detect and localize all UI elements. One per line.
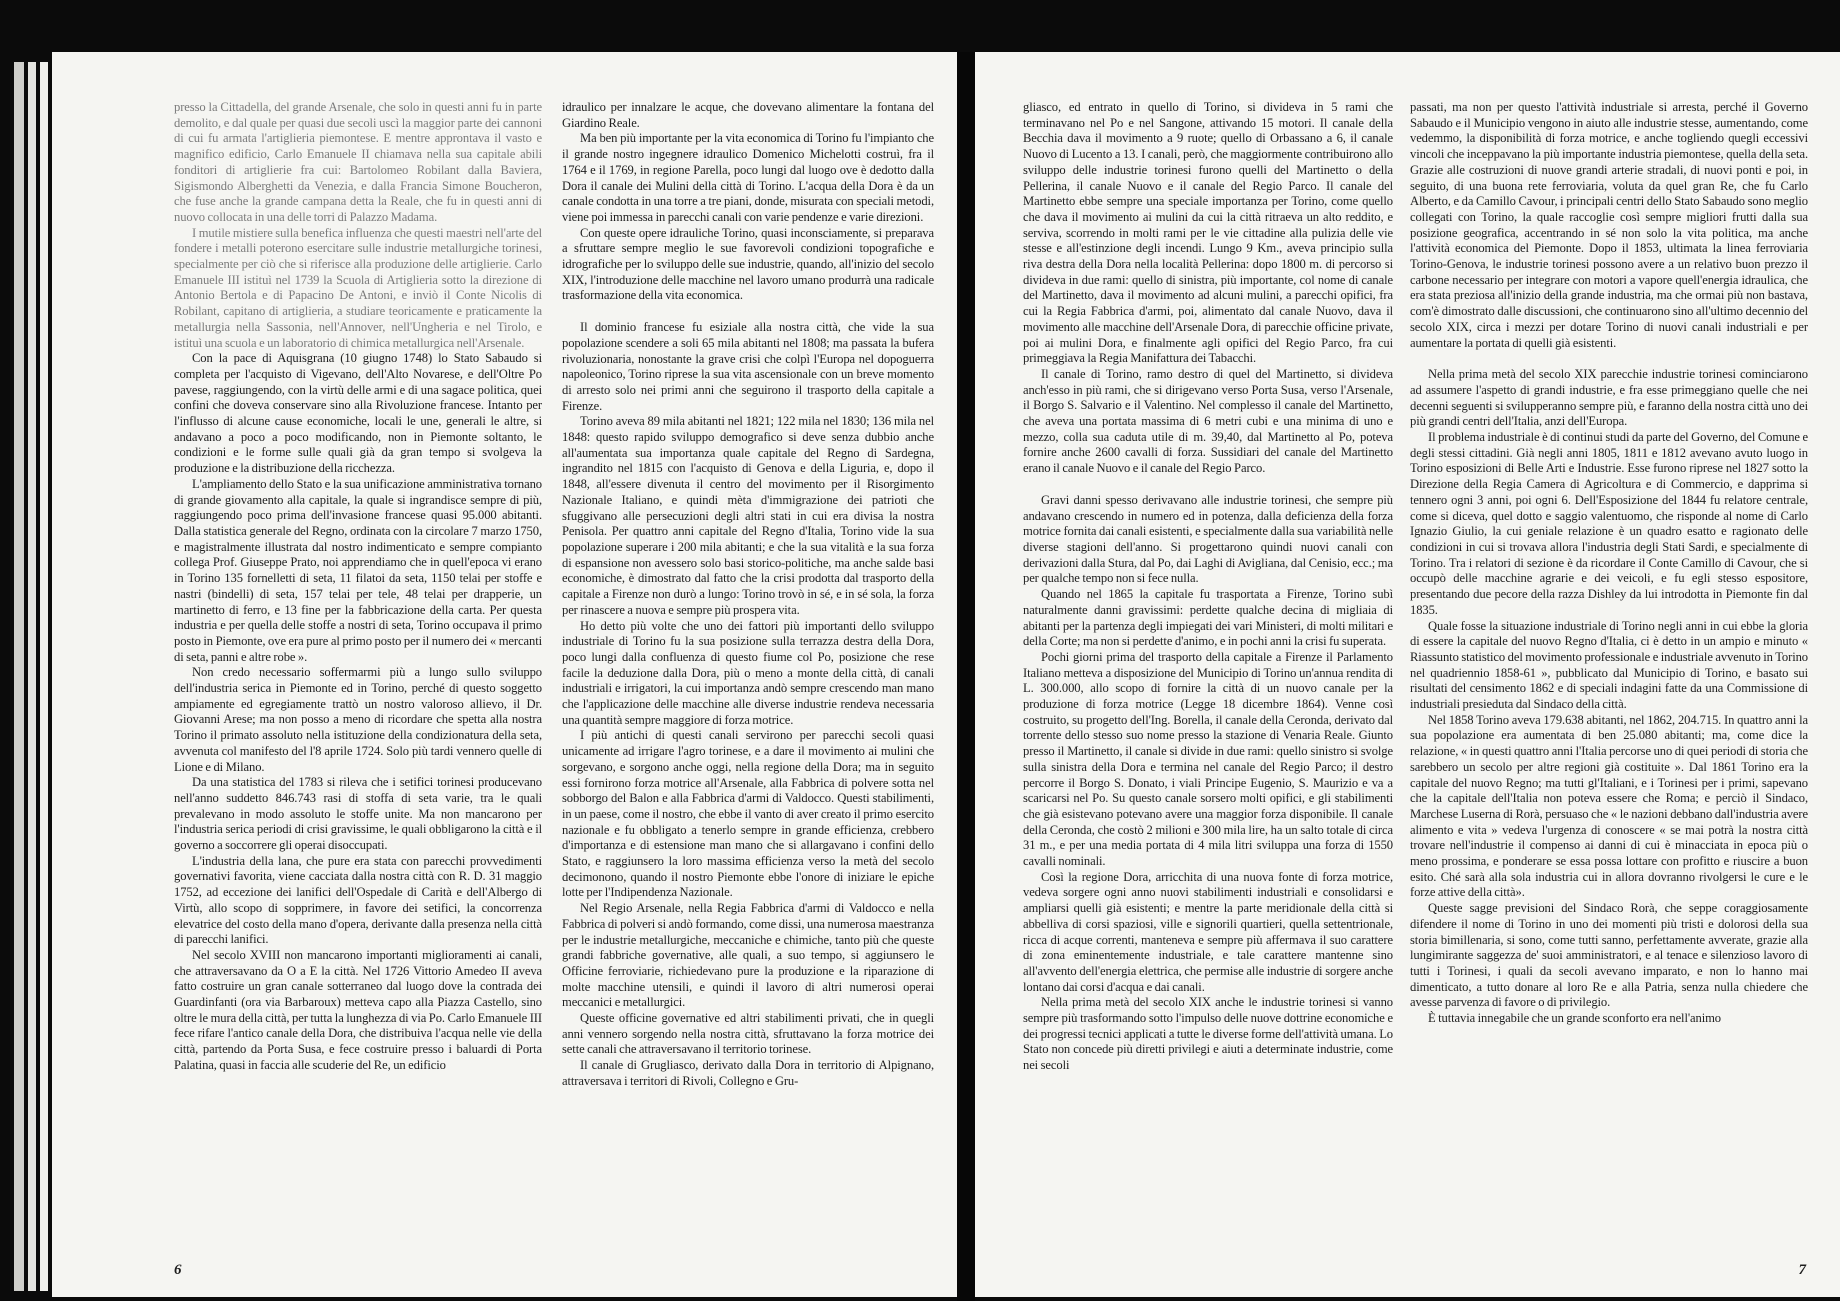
right-page — [975, 52, 1840, 1297]
paragraph: Queste sagge previsioni del Sindaco Rorà, che seppe coraggiosamente difendere il nome di Torino in uno dei momenti più tristi e dolorosi della sua storia bimillenaria, si sono, come tutti sanno, perfettamente avverate, grazie alla lungimirante saggezza de' suoi amministratori, e al tenace e silenzioso lavoro di tutti i Torinesi, i quali da secoli avevano imparato, e non lo hanno mai dimenticato, a tutto donare al loro Re e alla Patria, senza nulla chiedere che avesse parvenza di favore o di privilegio. — [1410, 901, 1808, 1010]
paragraph: Così la regione Dora, arricchita di una nuova fonte di forza motrice, vedeva sorgere ogni anno nuovi stabilimenti industriali e consolidarsi e ampliarsi quelli già esistenti; e mentre la parte meridionale della città si abbelliva di corsi spaziosi, ville e signorili quartieri, quella settentrionale, ricca di acque correnti, manteneva e sempre più affermava il suo carattere di zona eminentemente industriale, e tale carattere mantenne sino all'avvento dell'energia elettrica, che permise alle industrie di sorgere anche lontano dai corsi d'acqua e dai canali. — [1023, 869, 1393, 994]
paragraph: Nel Regio Arsenale, nella Regia Fabbrica d'armi di Valdocco e nella Fabbrica di polveri si andò formando, come dissi, una numerosa maestranza per le industrie metallurgiche, meccaniche e chimiche, tanto più che queste grandi fabbriche governative, alle quali, a suo tempo, si aggiunsero le Officine ferroviarie, richiedevano pure la produzione e la riparazione di molte macchine utensili, e quindi il lavoro di altri numerosi operai meccanici e metallurgici. — [562, 901, 934, 1010]
paragraph: I mutile mistiere sulla benefica influenza che questi maestri nell'arte del fondere i metalli poterono esercitare sulle industrie metallurgiche torinesi, specialmente per ciò che si riferisce alla produzione delle artiglierie. Carlo Emanuele III istituì nel 1739 la Scuola di Artiglieria sotto la direzione di Antonio Bertola e di Papacino De Antoni, e inviò il Conte Nicolis di Robilant, capitano di artiglieria, a studiare teoricamente e praticamente la metallurgia nella Sassonia, nell'Annover, nell'Ungheria e nel Tirolo, e istituì una scuola e un laboratorio di chimica metallurgica nell'Arsenale. — [174, 225, 542, 350]
paragraph: gliasco, ed entrato in quello di Torino, si divideva in 5 rami che terminavano nel Po e nel Sangone, attivando 15 motori. Il canale della Becchia dava il movimento a 9 ruote; quello di Orbassano a 6, il canale Nuovo di Lucento a 13. I canali, però, che maggiormente contribuirono allo sviluppo delle industrie torinesi furono quelli del Martinetto o della Pellerina, il canale Nuovo e il canale del Regio Parco. Il canale del Martinetto ebbe sempre una speciale importanza per Torino, come quello che dava il movimento ai mulini da cui la città ritraeva un alto reddito, e serviva, scorrendo in molti rami per le vie cittadine alla pulizia delle vie stesse e all'estinzione degli incendi. Lungo 9 Km., aveva principio sulla riva destra della Dora nella località Pellerina: dopo 1800 m. di percorso si divideva in due rami: quello di sinistra, più importante, col nome di canale del Martinetto, dava il movimento ad alcuni mulini, a parecchi opifici, fra cui la Regia Fabbrica d'armi, poi, alimentato dal canale Nuovo, dava il movimento alle macchine dell'Arsenale Dora, di parecchie officine private, poi ai mulini Dora, e finalmente agli opifici del Regio Parco, fra cui primeggiava la Regia Manifattura dei Tabacchi. — [1023, 100, 1393, 366]
paragraph: Ma ben più importante per la vita economica di Torino fu l'impianto che il grande nostro ingegnere idraulico Domenico Michelotti costruì, fra il 1764 e il 1769, in regione Parella, poco lungi dal luogo ove è dedotto dalla Dora il canale dei Mulini della città di Torino. L'acqua della Dora è da un canale condotta in una torre a tre piani, donde, misurata con speciali metodi, viene poi immessa in parecchi canali con varie pendenze e varie direzioni. — [562, 131, 934, 224]
paragraph: Ho detto più volte che uno dei fattori più importanti dello sviluppo industriale di Torino fu la sua posizione sulla terrazza destra della Dora, poco lungi dalla confluenza di questo fiume col Po, posizione che rese facile la deduzione dalla Dora, più o meno a monte della città, di canali industriali e irrigatori, la cui importanza andò sempre crescendo man mano che l'applicazione delle macchine alle diverse industrie rendeva necessaria una quantità sempre maggiore di forza motrice. — [562, 618, 934, 727]
paragraph: Queste officine governative ed altri stabilimenti privati, che in quegli anni vennero sorgendo nella nostra città, sfruttavano la forza motrice dei sette canali che attraversavano il territorio torinese. — [562, 1011, 934, 1057]
paragraph: Il problema industriale è di continui studi da parte del Governo, del Comune e degli stessi cittadini. Già negli anni 1805, 1811 e 1812 avevano avuto luogo in Torino esposizioni di Belle Arti e Industrie. Esse furono riprese nel 1827 sotto la Direzione della Regia Camera di Agricoltura e di Commercio, e dapprima si tennero ogni 3 anni, poi ogni 6. Dell'Esposizione del 1844 fu relatore centrale, come si diceva, quel dotto e saggio valentuomo, che risponde al nome di Carlo Ignazio Giulio, la cui geniale relazione è un quadro esatto e ragionato delle condizioni in cui si trovava allora l'industria degli Stati Sardi, e specialmente di Torino. Tra i relatori di sezione è da ricordare il Conte Camillo di Cavour, che si occupò delle macchine agrarie e dei veicoli, e fu egli stesso espositore, presentando due pecore della razza Dishley da lui introdotta in Piemonte fin dal 1835. — [1410, 430, 1808, 617]
paragraph: Con queste opere idrauliche Torino, quasi inconsciamente, si preparava a sfruttare sempre meglio le sue favorevoli condizioni topografiche e idrografiche per lo sviluppo delle sue industrie, quando, all'inizio del secolo XIX, l'introduzione delle macchine nel lavoro umano produrrà una radicale trasformazione della vita economica. — [562, 225, 934, 303]
paragraph: Il canale di Grugliasco, derivato dalla Dora in territorio di Alpignano, attraversava i territori di Rivoli, Collegno e Gru- — [562, 1058, 934, 1088]
paragraph: È tuttavia innegabile che un grande sconforto era nell'animo — [1428, 1011, 1722, 1026]
left-page — [52, 52, 957, 1297]
page-number: 7 — [1798, 1262, 1806, 1278]
paragraph: Non credo necessario soffermarmi più a lungo sullo sviluppo dell'industria serica in Piemonte ed in Torino, perché di questo soggetto ampiamente ed egregiamente trattò un nostro valoroso allievo, il Dr. Giovanni Arese; ma non posso a meno di ricordare che spetta alla nostra Torino il primato assoluto nella istituzione della condizionatura della seta, avvenuta col manifesto del l'8 aprile 1724. Solo più tardi vennero quelle di Lione e di Milano. — [174, 665, 542, 774]
paragraph: Nel 1858 Torino aveva 179.638 abitanti, nel 1862, 204.715. In quattro anni la sua popolazione era aumentata di ben 25.080 abitanti; ma, come dice la relazione, « in questi quattro anni l'Italia percorse uno di quei periodi di storia che sarebbero un secolo per altre regioni già costituite ». Dal 1861 Torino era la capitale del nuovo Regno; ma tutti gl'Italiani, e i Torinesi per i primi, sapevano che la capitale dell'Italia non poteva essere che Roma; e perciò il Sindaco, Marchese Luserna di Rorà, persuaso che « le nazioni debbano dall'industria avere alimento e vita » vedeva l'urgenza di conoscere « se mai potrà la nostra città trovare nell'industrie il compenso ai danni di cui è minacciata in epoca più o meno prossima, e ponderare se essa possa lottare con profitto e riuscire a buon esito. Ché sarà alla sola industria cui in allora dovranno rivolgersi le cure e le forze attive della città». — [1410, 712, 1808, 900]
left-page-column-1 — [174, 100, 542, 1074]
right-page-column-2 — [1410, 100, 1808, 1027]
paragraph: Quale fosse la situazione industriale di Torino negli anni in cui ebbe la gloria di essere la capitale del nuovo Regno d'Italia, ci è detto in un ampio e minuto « Riassunto statistico del movimento professionale e industriale avvenuto in Torino nel quadriennio 1858-61 », pubblicato dal Municipio di Torino, e basato sui risultati del censimento 1862 e di speciali indagini fatte da una Commissione di industriali presieduta dal Sindaco della città. — [1410, 618, 1808, 712]
right-page-column-1 — [1023, 100, 1393, 1074]
paragraph: Da una statistica del 1783 si rileva che i setifici torinesi producevano nell'anno suddetto 846.743 rasi di stoffa di seta varie, tra le quali prevalevano in modo assoluto le stoffe unite. Ma non mancarono per l'industria serica periodi di crisi gravissime, le quali obbligarono la città e il governo a soccorrere gli operai disoccupati. — [174, 775, 542, 853]
paragraph: presso la Cittadella, del grande Arsenale, che solo in questi anni fu in parte demolito, e dal quale per quasi due secoli uscì la maggior parte dei cannoni di cui fu armata l'artiglieria piemontese. E mentre approntava il vasto e magnifico edificio, Carlo Emanuele II chiamava nella sua capitale abili fonditori di artiglierie fra cui: Bartolomeo Robilant dalla Baviera, Sigismondo Alberghetti da Venezia, e dalla Francia Simone Boucheron, che fuse anche la grande campana detta la Reale, che fu in questi anni di nuovo collocata in una delle torri di Palazzo Madama. — [174, 100, 542, 224]
paragraph: Quando nel 1865 la capitale fu trasportata a Firenze, Torino subì naturalmente danni gravissimi: perdette qualche decina di migliaia di abitanti per la partenza degli impiegati dei vari Ministeri, di molti militari e della Corte; ma non si perdette d'animo, e in pochi anni la crisi fu superata. — [1023, 587, 1393, 649]
page-edge — [14, 62, 24, 1291]
paragraph: Nella prima metà del secolo XIX anche le industrie torinesi si vanno sempre più trasformando sotto l'impulso delle nuove dottrine economiche e dei progressi tecnici applicati a tutte le diverse forme dell'attività umana. Lo Stato non concede più diretti privilegi e aiuti a determinate industrie, come nei secoli — [1023, 995, 1393, 1073]
paragraph: L'ampliamento dello Stato e la sua unificazione amministrativa tornano di grande giovamento alla capitale, la quale si ingrandisce sempre di più, raggiungendo poco prima dell'invasione francese quasi 95.000 abitanti. Dalla statistica generale del Regno, ordinata con la circolare 7 marzo 1750, e magistralmente illustrata dal nostro indimenticato e sempre compianto collega Prof. Giuseppe Prato, noi apprendiamo che in quell'epoca vi erano in Torino 135 fornelletti di seta, 11 filatoi da seta, 1150 telai per stoffe e nastri (bindelli) di seta, 157 telai per tele, 48 telai per drapperie, un martinetto di ferro, e 13 fine per la fabbricazione della carta. Per questa industria e per quella delle stoffe a nostri di seta, Torino occupava il primo posto in Piemonte, ove era pure al primo posto per il numero dei « mercanti di seta, panni e altre robe ». — [174, 476, 542, 664]
paragraph: L'industria della lana, che pure era stata con parecchi provvedimenti governativi favorita, viene cacciata dalla nostra città con R. D. 31 maggio 1752, ad eccezione dei lanifici dell'Ospedale di Carità e dell'Albergo di Virtù, allo scopo di sopprimere, in favore dei setifici, la concorrenza elevatrice del costo della mano d'opera, derivante dalla presenza nella città di parecchi lanifici. — [174, 853, 542, 947]
paragraph: Nella prima metà del secolo XIX parecchie industrie torinesi cominciarono ad assumere l'aspetto di grandi industrie, e fra esse primeggiano quelle che nei decenni seguenti si svilupperanno sempre più, e faranno della nostra città uno dei più grandi centri dell'Italia, anzi dell'Europa. — [1410, 367, 1808, 429]
paragraph: Pochi giorni prima del trasporto della capitale a Firenze il Parlamento Italiano metteva a disposizione del Municipio di Torino un'annua rendita di L. 300.000, allo scopo di fornire la città di un nuovo canale per la produzione di forza motrice (Legge 18 dicembre 1864). Venne così costruito, su progetto dell'Ing. Borella, il canale della Ceronda, derivato dal torrente dello stesso suo nome presso la stazione di Venaria Reale. Giunto presso il Martinetto, il canale si divide in due rami: quello sinistro si svolge sulla sinistra della Dora e termina nel canale del Regio Parco; il destro percorre il Borgo S. Donato, i viali Principe Eugenio, S. Maurizio e va a scaricarsi nel Po. Su questo canale sorsero molti opifici, e gli stabilimenti che già esistevano potevano avere una maggior forza disponibile. Il canale della Ceronda, che costò 2 milioni e 300 mila lire, ha un salto totale di circa 31 m., e per una media portata di 4 mila litri sviluppa una forza di 1550 cavalli nominali. — [1023, 649, 1393, 869]
paragraph: I più antichi di questi canali servirono per parecchi secoli quasi unicamente ad irrigare l'agro torinese, e a dare il movimento ai mulini che sorgevano, e sorgono anche oggi, nella regione della Dora; ma in seguito essi fornirono forza motrice all'Arsenale, alla Fabbrica di polvere sotta nel sobborgo del Balon e alla Fabbrica d'armi di Valdocco. Questi stabilimenti, in un paese, come il nostro, che ebbe il vanto di aver creato il primo esercito nazionale e fu obbligato a tenerlo sempre in grande efficienza, crebbero d'importanza e di estensione man mano che si allargavano i confini dello Stato, e raggiunsero la loro massima efficienza verso la metà del secolo decimonono, quando il nostro Piemonte ebbe l'onore di iniziare le epiche lotte per l'Indipendenza Nazionale. — [562, 728, 934, 900]
paragraph: passati, ma non per questo l'attività industriale si arresta, perché il Governo Sabaudo e il Municipio vengono in aiuto alle industrie stesse, aumentando, come vedemmo, la disponibilità di forza motrice, e anche togliendo quegli eccessivi vincoli che inceppavano la più importante industria piemontese, quella della seta. Grazie alle costruzioni di nuove grandi arterie stradali, di nuovi ponti e poi, in seguito, di una buona rete ferroviaria, voluta da quel gran Re, che fu Carlo Alberto, e da Camillo Cavour, i principali centri dello Stato Sabaudo sono meglio collegati con Torino, la quale raccoglie così sempre migliori frutti dalla sua posizione geografica, accentrando in sé non solo la vita politica, ma anche l'attività economica del Piemonte. Dopo il 1853, ultimata la linea ferroviaria Torino-Genova, le industrie torinesi possono avere a un relativo buon prezzo il carbone necessario per integrare con motori a vapore quell'energia idraulica, che era stata preziosa all'inizio della grande industria, ma che ormai più non bastava, com'è dimostrato dalle discussioni, che continuarono sino all'ultimo decennio del secolo XIX, circa i mezzi per dotare Torino di nuovi canali industriali e per aumentare la portata di quelli già esistenti. — [1410, 100, 1808, 350]
paragraph: Nel secolo XVIII non mancarono importanti miglioramenti ai canali, che attraversavano da O a E la città. Nel 1726 Vittorio Amedeo II aveva fatto costruire un gran canale sotterraneo dal luogo dove la contrada dei Guardinfanti (ora via Barbaroux) metteva capo alla Piazza Castello, sino oltre le mura della città, per tutta la lunghezza di via Po. Carlo Emanuele III fece rifare l'antico canale della Dora, che distribuiva l'acqua nelle vie della città, partendo da Porta Susa, e fece costruire presso i baluardi di Porta Palatina, quasi in faccia alle scuderie del Re, un edificio — [174, 947, 542, 1072]
paragraph: Il dominio francese fu esiziale alla nostra città, che vide la sua popolazione scendere a soli 65 mila abitanti nel 1808; ma passata la bufera rivoluzionaria, nonostante la grave crisi che colpì l'Europa nel dopoguerra napoleonico, Torino riprese la sua vita ascensionale con un breve momento di arresto solo nei primi anni che seguirono il trasporto della capitale a Firenze. — [562, 320, 934, 413]
page-edge — [28, 62, 36, 1291]
paragraph: idraulico per innalzare le acque, che dovevano alimentare la fontana del Giardino Reale. — [562, 100, 934, 130]
paragraph: Gravi danni spesso derivavano alle industrie torinesi, che sempre più andavano crescendo in numero ed in potenza, dalla deficienza della forza motrice fornita dai canali esistenti, e specialmente dalla sua variabilità nelle diverse stagioni dell'anno. Si progettarono quindi nuovi canali con derivazioni dalla Stura, dal Po, dai Laghi di Avigliana, dal Cenisio, ecc.; ma per qualche tempo non si fece nulla. — [1023, 492, 1393, 586]
paragraph: Il canale di Torino, ramo destro di quel del Martinetto, si divideva anch'esso in più rami, che si dirigevano verso Porta Susa, verso l'Arsenale, il Borgo S. Salvario e il Valentino. Nel complesso il canale del Martinetto, che aveva una portata massima di 6 metri cubi e una minima di uno e mezzo, colla sua caduta utile di m. 39,40, dal Martinetto al Po, poteva fornire anche 2600 cavalli di forza. Sussidiari del canale del Martinetto erano il canale Nuovo e il canale del Regio Parco. — [1023, 366, 1393, 476]
paragraph: Con la pace di Aquisgrana (10 giugno 1748) lo Stato Sabaudo si completa per l'acquisto di Vigevano, dell'Alto Novarese, e dell'Oltre Po pavese, raggiungendo, con la virtù delle armi e di una sagace politica, quei confini che doveva conservare sino alla Rivoluzione francese. Intanto per l'influsso di alcune cause economiche, locali le une, generali le altre, si andavano a poco a poco modificando, non in Piemonte soltanto, le condizioni e le forme sulle quali già da gran tempo si svolgeva la produzione e la distribuzione della ricchezza. — [174, 351, 542, 476]
left-page-column-2 — [562, 100, 934, 1090]
paragraph: Torino aveva 89 mila abitanti nel 1821; 122 mila nel 1830; 136 mila nel 1848: questo rapido sviluppo demografico si deve senza dubbio anche all'aumentata sua importanza quale capitale del Regno di Sardegna, ingrandito nel 1815 con l'acquisto di Genova e della Liguria, e, dopo il 1848, all'essere divenuta il centro del movimento per il Risorgimento Nazionale Italiano, e quindi mèta d'immigrazione dei patrioti che sfuggivano alle persecuzioni degli altri stati in cui era divisa la nostra Penisola. Per quattro anni capitale del Regno d'Italia, Torino vide la sua popolazione superare i 200 mila abitanti; e che la sua vitalità e la sua forza di espansione non avessero solo basi storico-politiche, ma anche salde basi economiche, è dimostrato dal fatto che la crisi prodotta dal trasporto della capitale a Firenze non durò a lungo: Torino trovò in sé, e in sé sola, la forza per rinascere a nuova e sempre più prospera vita. — [562, 414, 934, 617]
page-number: 6 — [174, 1262, 182, 1278]
page-edge — [40, 62, 48, 1291]
book-gutter — [957, 52, 975, 1301]
